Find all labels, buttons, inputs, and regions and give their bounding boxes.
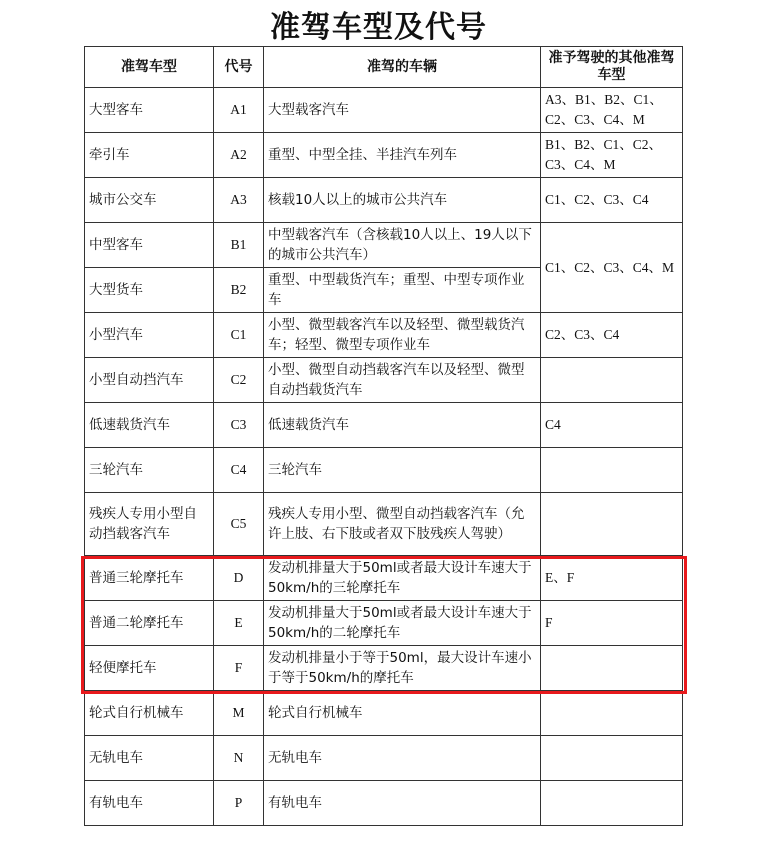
cell-type: 大型货车 — [85, 268, 214, 313]
cell-type: 残疾人专用小型自动挡载客汽车 — [85, 493, 214, 556]
cell-code: C4 — [214, 448, 264, 493]
cell-code: C2 — [214, 358, 264, 403]
cell-others: C1、C2、C3、C4 — [541, 178, 683, 223]
table-row — [85, 556, 683, 601]
cell-code: P — [214, 781, 264, 826]
cell-type: 无轨电车 — [85, 736, 214, 781]
cell-vehicle: 小型、微型载客汽车以及轻型、微型载货汽车；轻型、微型专项作业车 — [264, 313, 541, 358]
cell-type: 三轮汽车 — [85, 448, 214, 493]
cell-others — [541, 448, 683, 493]
cell-vehicle: 发动机排量大于50ml或者最大设计车速大于50km/h的二轮摩托车 — [264, 601, 541, 646]
cell-vehicle: 小型、微型自动挡载客汽车以及轻型、微型自动挡载货汽车 — [264, 358, 541, 403]
cell-type: 轻便摩托车 — [85, 646, 214, 691]
table-row — [85, 736, 683, 781]
table-row — [85, 403, 683, 448]
cell-code: D — [214, 556, 264, 601]
cell-type: 轮式自行机械车 — [85, 691, 214, 736]
cell-code: A1 — [214, 88, 264, 133]
cell-code: C1 — [214, 313, 264, 358]
cell-vehicle: 中型载客汽车（含核载10人以上、19人以下的城市公共汽车） — [264, 223, 541, 268]
cell-others: C4 — [541, 403, 683, 448]
cell-vehicle: 轮式自行机械车 — [264, 691, 541, 736]
table-row — [85, 781, 683, 826]
cell-type: 城市公交车 — [85, 178, 214, 223]
cell-others — [541, 691, 683, 736]
table-row — [85, 313, 683, 358]
cell-code: M — [214, 691, 264, 736]
cell-vehicle: 重型、中型全挂、半挂汽车列车 — [264, 133, 541, 178]
header-vehicle: 准驾的车辆 — [264, 47, 541, 88]
cell-code: C3 — [214, 403, 264, 448]
cell-others: E、F — [541, 556, 683, 601]
cell-type: 低速载货汽车 — [85, 403, 214, 448]
cell-vehicle: 三轮汽车 — [264, 448, 541, 493]
cell-type: 小型汽车 — [85, 313, 214, 358]
cell-vehicle: 发动机排量大于50ml或者最大设计车速大于50km/h的三轮摩托车 — [264, 556, 541, 601]
cell-others: C1、C2、C3、C4、M — [541, 223, 683, 313]
cell-others — [541, 646, 683, 691]
cell-type: 有轨电车 — [85, 781, 214, 826]
cell-vehicle: 核载10人以上的城市公共汽车 — [264, 178, 541, 223]
table-row — [85, 133, 683, 178]
cell-others: C2、C3、C4 — [541, 313, 683, 358]
cell-code: F — [214, 646, 264, 691]
cell-vehicle: 大型载客汽车 — [264, 88, 541, 133]
header-others: 准予驾驶的其他准驾车型 — [541, 47, 683, 88]
vehicle-class-table — [84, 46, 683, 826]
cell-type: 普通三轮摩托车 — [85, 556, 214, 601]
cell-code: C5 — [214, 493, 264, 556]
cell-type: 大型客车 — [85, 88, 214, 133]
cell-code: N — [214, 736, 264, 781]
table-row — [85, 358, 683, 403]
cell-vehicle: 重型、中型载货汽车；重型、中型专项作业车 — [264, 268, 541, 313]
cell-others — [541, 736, 683, 781]
table-row — [85, 691, 683, 736]
table-row — [85, 646, 683, 691]
cell-type: 普通二轮摩托车 — [85, 601, 214, 646]
cell-others: A3、B1、B2、C1、C2、C3、C4、M — [541, 88, 683, 133]
table-row — [85, 223, 683, 268]
cell-others: F — [541, 601, 683, 646]
table-row — [85, 448, 683, 493]
cell-others — [541, 493, 683, 556]
cell-type: 牵引车 — [85, 133, 214, 178]
cell-vehicle: 残疾人专用小型、微型自动挡载客汽车（允许上肢、右下肢或者双下肢残疾人驾驶） — [264, 493, 541, 556]
cell-others: B1、B2、C1、C2、C3、C4、M — [541, 133, 683, 178]
cell-vehicle: 发动机排量小于等于50ml，最大设计车速小于等于50km/h的摩托车 — [264, 646, 541, 691]
table-row — [85, 493, 683, 556]
cell-vehicle: 无轨电车 — [264, 736, 541, 781]
cell-code: A2 — [214, 133, 264, 178]
cell-code: A3 — [214, 178, 264, 223]
table-row — [85, 178, 683, 223]
table-header-row — [85, 47, 683, 88]
cell-code: B2 — [214, 268, 264, 313]
cell-code: E — [214, 601, 264, 646]
header-type: 准驾车型 — [85, 47, 214, 88]
cell-code: B1 — [214, 223, 264, 268]
page-title: 准驾车型及代号 — [270, 10, 487, 45]
cell-type: 小型自动挡汽车 — [85, 358, 214, 403]
table-row — [85, 88, 683, 133]
table-row — [85, 601, 683, 646]
cell-vehicle: 低速载货汽车 — [264, 403, 541, 448]
cell-others — [541, 358, 683, 403]
cell-vehicle: 有轨电车 — [264, 781, 541, 826]
cell-type: 中型客车 — [85, 223, 214, 268]
cell-others — [541, 781, 683, 826]
header-code: 代号 — [214, 47, 264, 88]
